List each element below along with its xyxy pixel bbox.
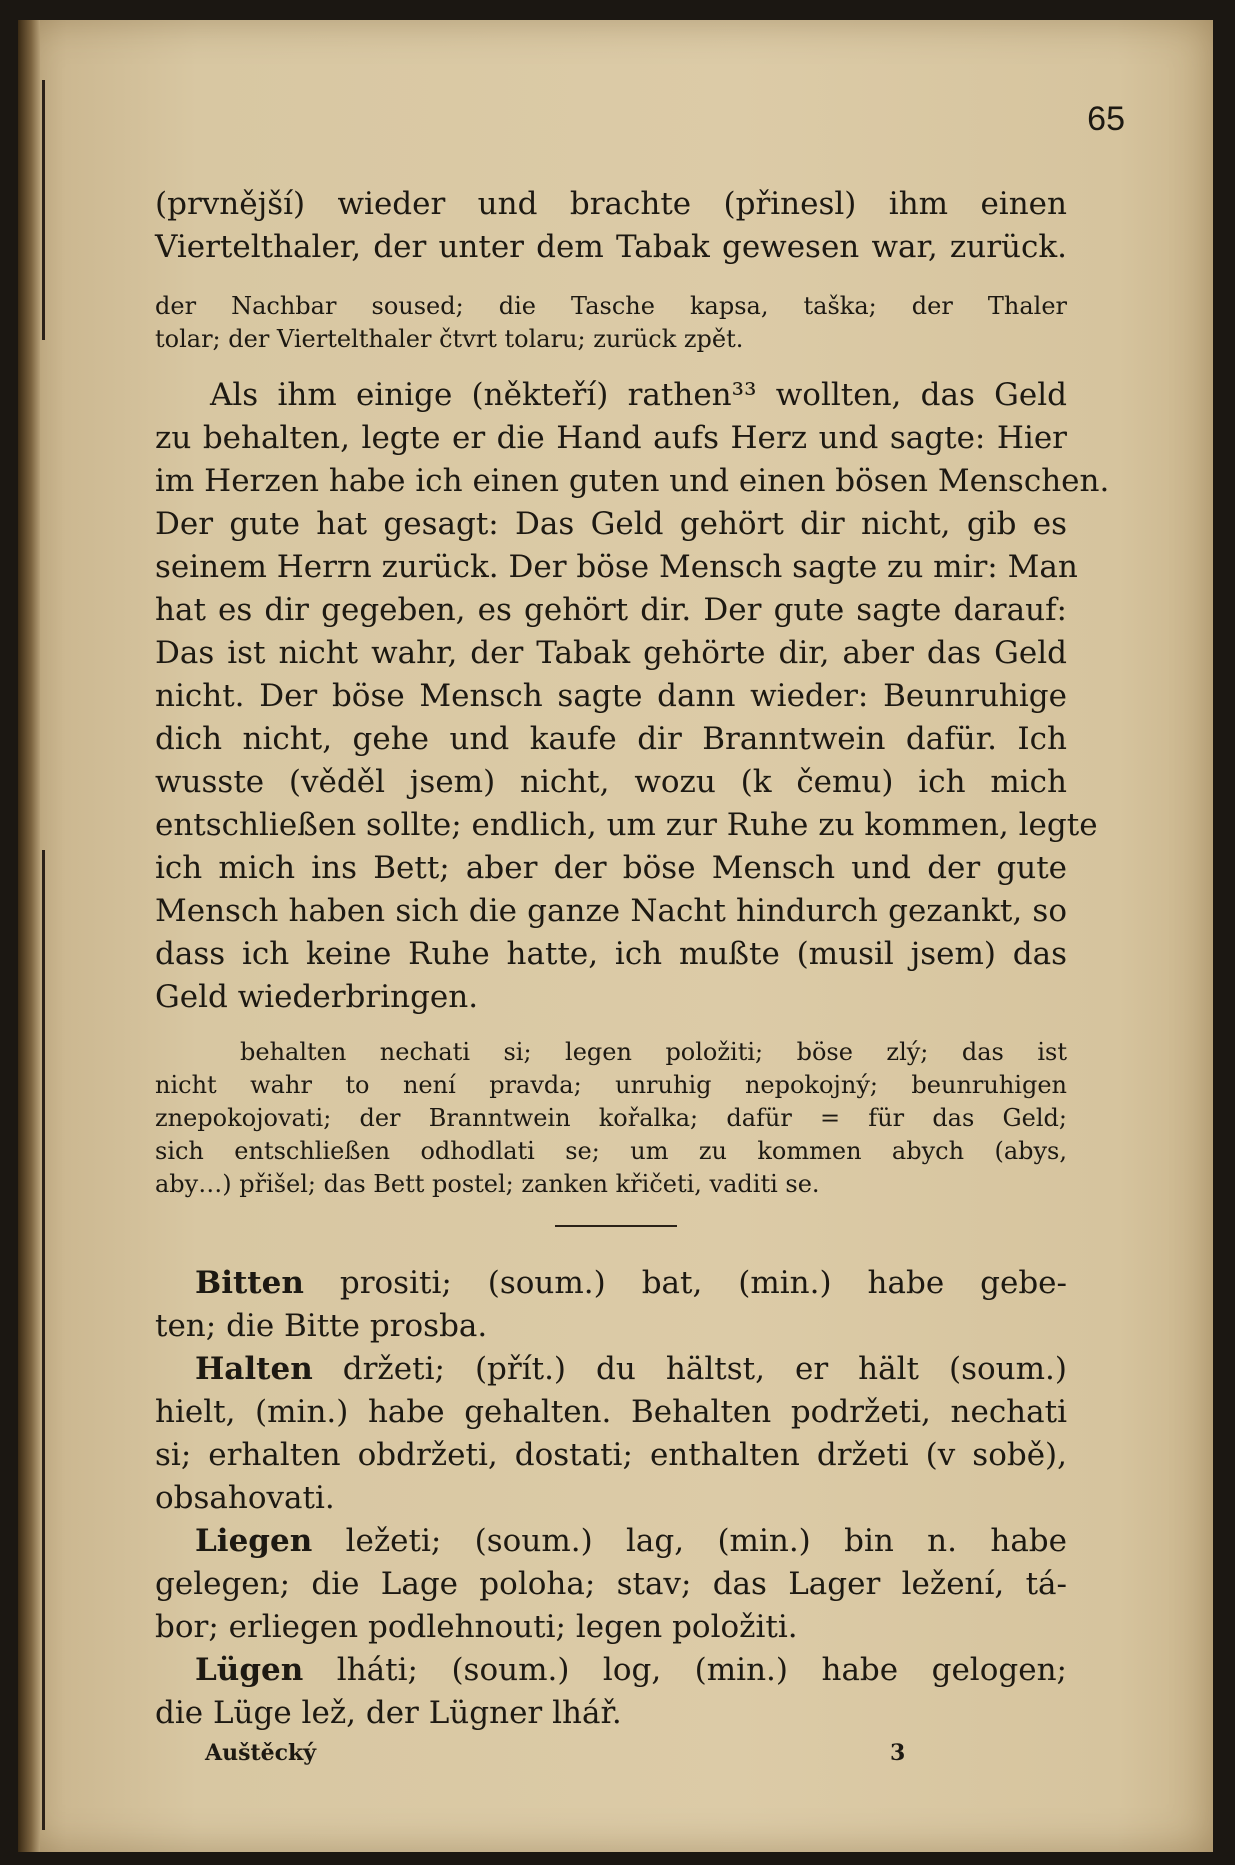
text-line: wusste (věděl jsem) nicht, wozu (k čemu) ich mich (155, 764, 1067, 800)
entry-liegen (155, 1520, 1067, 1649)
paragraph-1 (155, 183, 1067, 269)
page-number: 65 (1087, 100, 1125, 138)
entry-text: lháti; (soum.) log, (min.) habe gelogen; (303, 1652, 1067, 1688)
entry-line (155, 1520, 1067, 1563)
entry-text: držeti; (přít.) du hältst, er hält (soum.) (312, 1351, 1067, 1387)
text-line: nicht. Der böse Mensch sagte dann wieder: Beunruhige (155, 678, 1067, 714)
note-line: tolar; der Viertelthaler čtvrt tolaru; zurück zpět. (155, 325, 744, 353)
note-line: znepokojovati; der Branntwein kořalka; dafür = für das Geld; (155, 1104, 1067, 1132)
text-line: hat es dir gegeben, es gehört dir. Der gute sagte darauf: (155, 592, 1067, 628)
text-line: dich nicht, gehe und kaufe dir Branntwein dafür. Ich (155, 721, 1067, 757)
vocabulary-note-1 (155, 290, 1067, 356)
dictionary-entries (155, 1262, 1067, 1735)
entry-text: prositi; (soum.) bat, (min.) habe gebe- (303, 1265, 1067, 1301)
entry-line: gelegen; die Lage poloha; stav; das Lager ležení, tá- (155, 1566, 1067, 1602)
entry-line (155, 1649, 1067, 1692)
entry-luegen (155, 1649, 1067, 1735)
note-line: sich entschließen odhodlati se; um zu kommen abych (abys, (155, 1137, 1067, 1165)
entry-halten (155, 1348, 1067, 1520)
text-line: dass ich keine Ruhe hatte, ich mußte (musil jsem) das (155, 936, 1067, 972)
note-line: aby…) přišel; das Bett postel; zanken křičeti, vaditi se. (155, 1170, 820, 1198)
spine-mark (42, 80, 45, 340)
spine-mark (42, 850, 45, 1830)
text-line: zu behalten, legte er die Hand aufs Herz und sagte: Hier (155, 420, 1067, 456)
paragraph-2 (155, 374, 1110, 1019)
footer-signature: 3 (890, 1740, 906, 1766)
entry-line: hielt, (min.) habe gehalten. Behalten podržeti, nechati (155, 1394, 1067, 1430)
vocabulary-note-2 (155, 1036, 1067, 1201)
text-line: im Herzen habe ich einen guten und einen bösen Menschen. (155, 463, 1110, 499)
entry-line: die Lüge lež, der Lügner lhář. (155, 1695, 622, 1731)
entry-headword: Bitten (195, 1265, 304, 1301)
entry-line: ten; die Bitte prosba. (155, 1308, 488, 1344)
entry-text: ležeti; (soum.) lag, (min.) bin n. habe (312, 1523, 1067, 1559)
text-line: Als ihm einige (někteří) rathen³³ wollten, das Geld (210, 377, 1067, 413)
text-line: Viertelthaler, der unter dem Tabak gewesen war, zurück. (155, 229, 1067, 265)
text-line: ich mich ins Bett; aber der böse Mensch und der gute (155, 850, 1067, 886)
note-line: nicht wahr to není pravda; unruhig nepokojný; beunruhigen (155, 1071, 1067, 1099)
text-line: seinem Herrn zurück. Der böse Mensch sagte zu mir: Man (155, 549, 1078, 585)
text-line: Geld wiederbringen. (155, 979, 479, 1015)
entry-line: obsahovati. (155, 1480, 335, 1516)
book-binding (18, 20, 40, 1852)
entry-line (155, 1348, 1067, 1391)
text-line: Mensch haben sich die ganze Nacht hindurch gezankt, so (155, 893, 1067, 929)
text-line: (prvnější) wieder und brachte (přinesl) ihm einen (155, 186, 1067, 222)
text-line: Der gute hat gesagt: Das Geld gehört dir nicht, gib es (155, 506, 1067, 542)
text-line: Das ist nicht wahr, der Tabak gehörte dir, aber das Geld (155, 635, 1067, 671)
entry-headword: Halten (195, 1351, 313, 1387)
entry-headword: Lügen (195, 1652, 304, 1688)
entry-line: si; erhalten obdržeti, dostati; enthalten držeti (v sobě), (155, 1437, 1067, 1473)
note-line: der Nachbar soused; die Tasche kapsa, taška; der Thaler (155, 292, 1067, 320)
entry-line: bor; erliegen podlehnouti; legen položiti. (155, 1609, 798, 1645)
entry-headword: Liegen (195, 1523, 313, 1559)
entry-line (155, 1262, 1067, 1305)
text-line: entschließen sollte; endlich, um zur Ruhe zu kommen, legte (155, 807, 1098, 843)
note-line: behalten nechati si; legen položiti; böse zlý; das ist (240, 1038, 1067, 1066)
entry-bitten (155, 1262, 1067, 1348)
footer-author: Auštěcký (205, 1740, 317, 1766)
section-divider (555, 1225, 677, 1227)
